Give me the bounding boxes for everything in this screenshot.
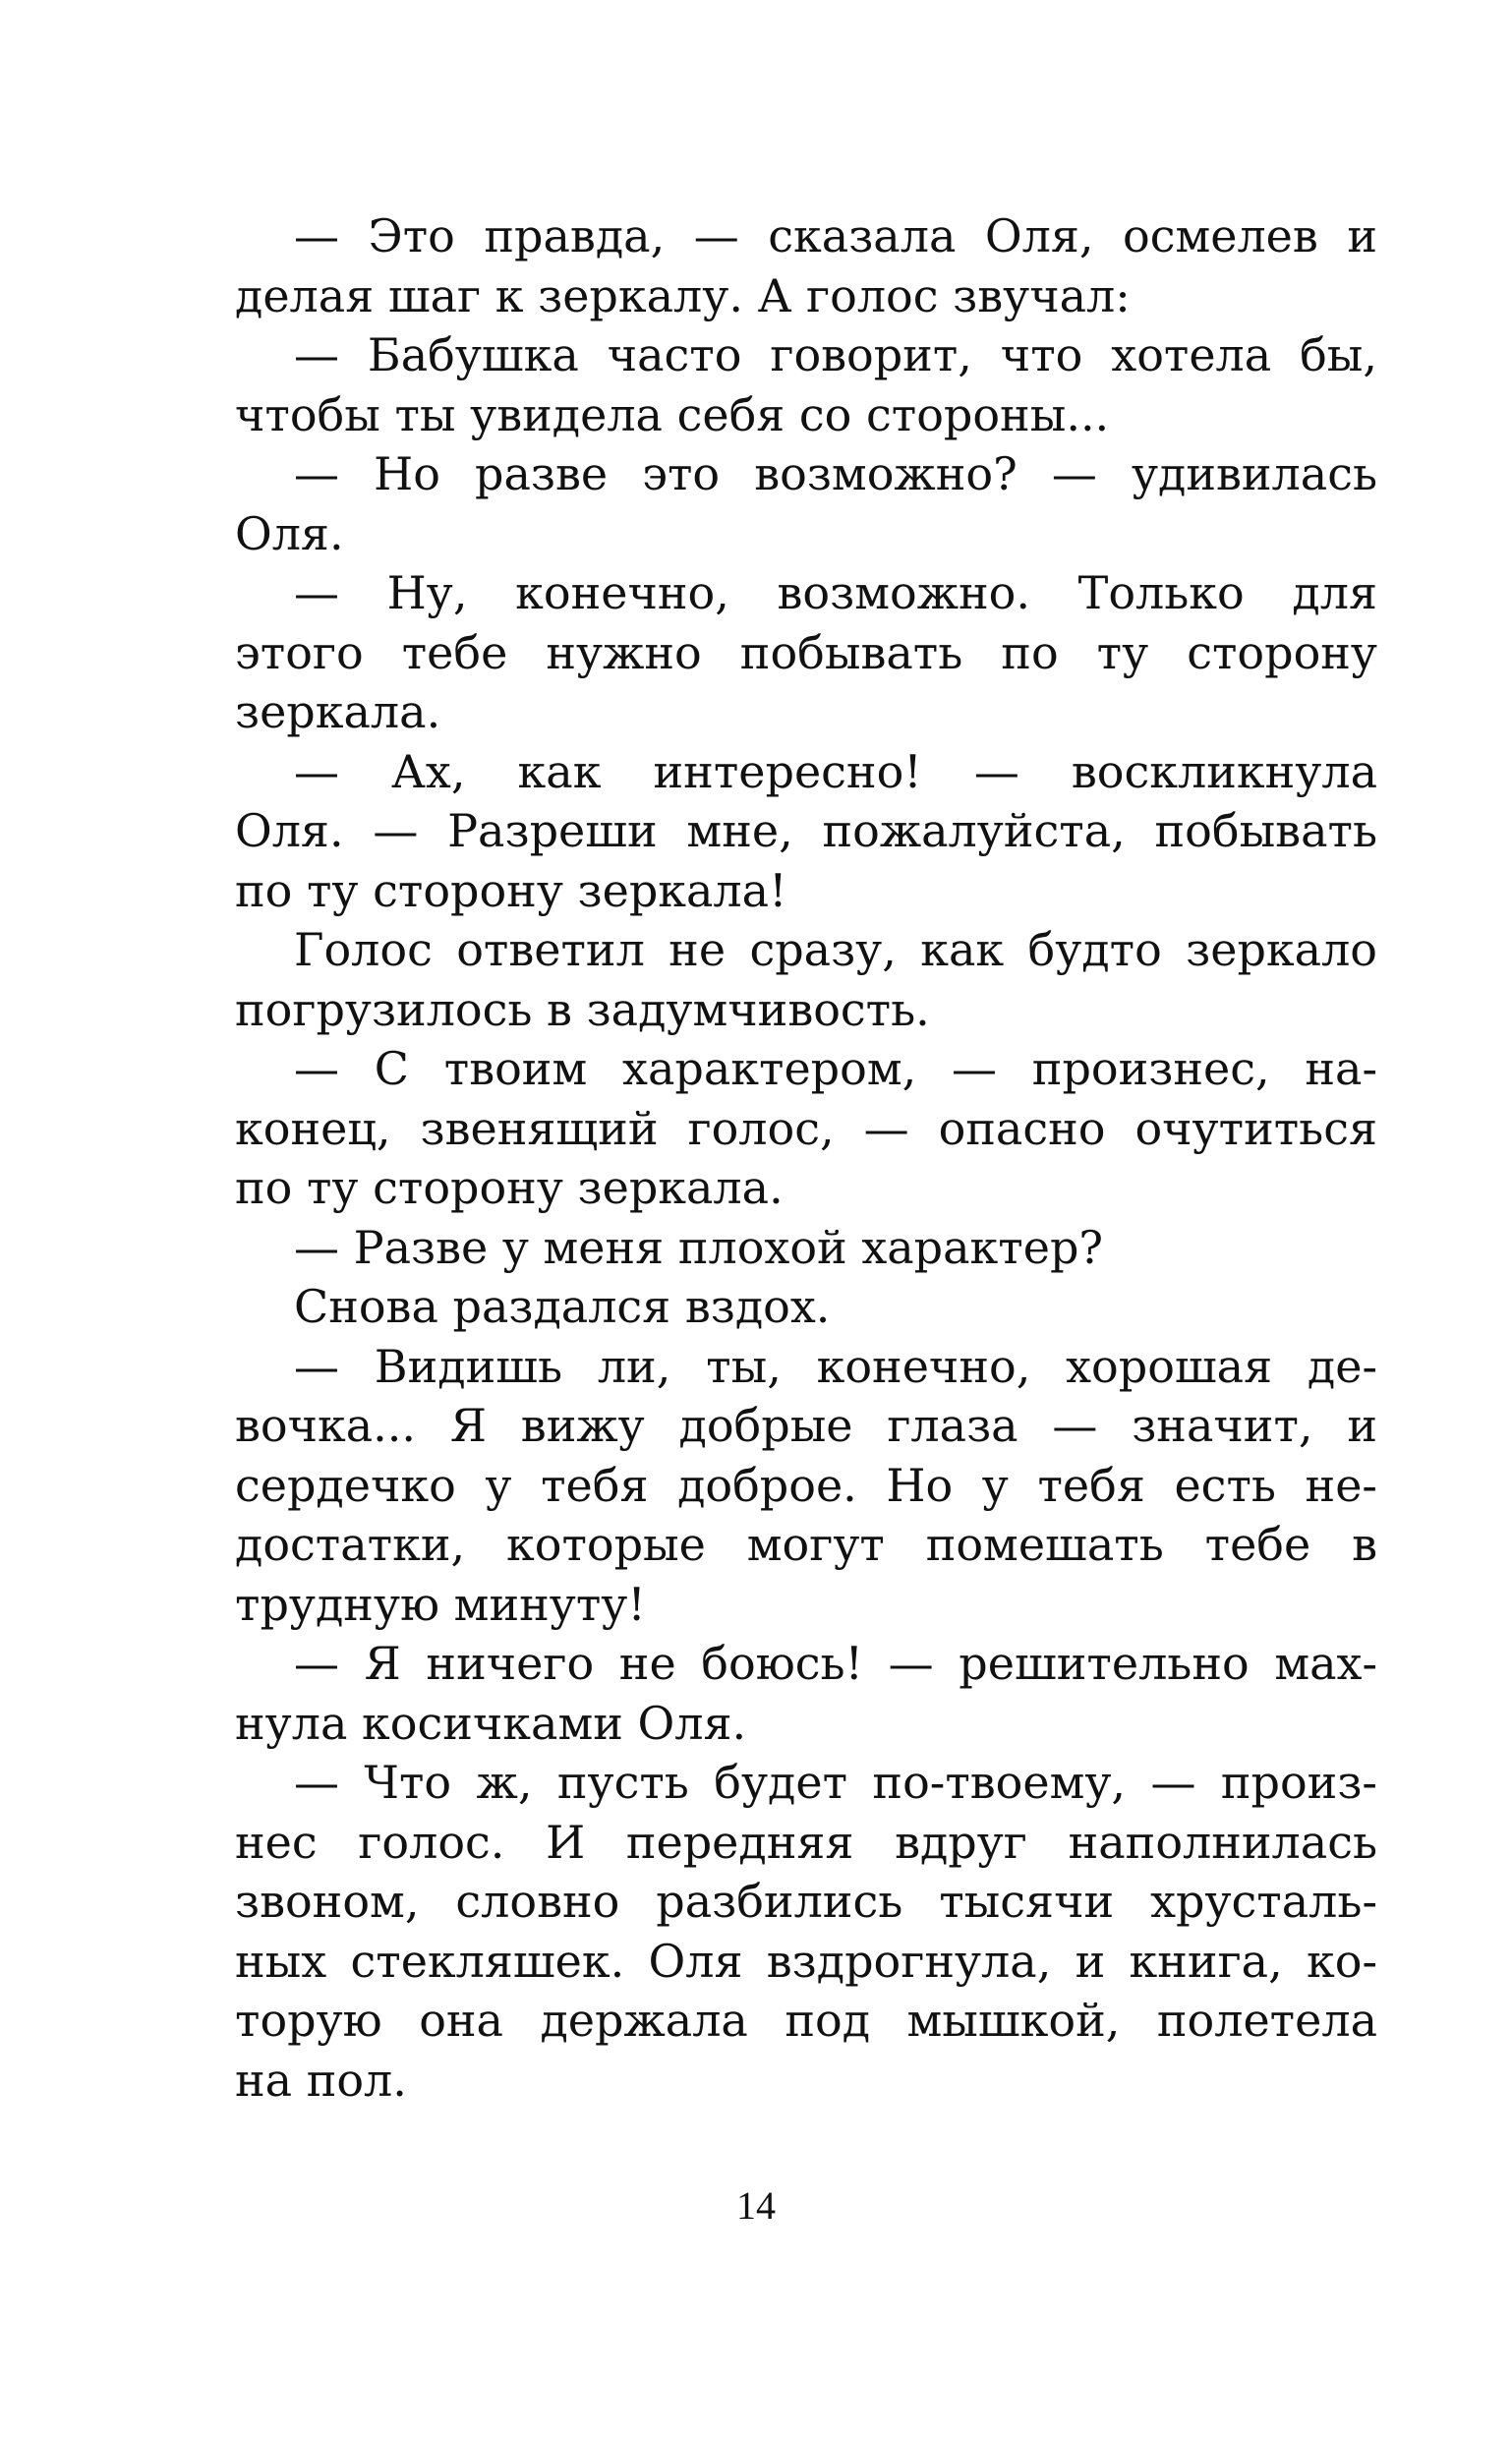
text-line: ных стекляшек. Оля вздрогнула, и книга, ко- [235,1934,1377,1988]
text-line: — Разве у меня плохой характер? [294,1220,1104,1274]
text-line: торую она держала под мышкой, полетела [235,1994,1377,2047]
text-line: — Но разве это возможно? — удивилась [294,447,1378,500]
text-line: трудную минуту! [235,1577,646,1631]
text-line: Голос ответил не сразу, как будто зеркало [294,923,1378,976]
text-line: — Что ж, пусть будет по-твоему, — произ- [294,1756,1377,1809]
text-line: делая шаг к зеркалу. А голос звучал: [235,268,1131,322]
text-line: на пол. [235,2053,407,2107]
text-line: сердечко у тебя доброе. Но у тебя есть не- [235,1458,1377,1512]
text-line: погрузилось в задумчивость. [235,982,930,1036]
text-line: — Это правда, — сказала Оля, осмелев и [294,209,1377,262]
text-line: зеркала. [235,685,441,738]
text-line: Оля. — Разреши мне, пожалуйста, побывать [235,804,1378,857]
text-line: — Видишь ли, ты, конечно, хорошая де- [294,1339,1377,1393]
text-line: этого тебе нужно побывать по ту сторону [235,625,1377,679]
text-line: нула косичками Оля. [235,1696,747,1750]
text-line: по ту сторону зеркала. [235,1161,784,1214]
text-line: — С твоим характером, — произнес, на- [294,1042,1378,1095]
text-line: — Ну, конечно, возможно. Только для [294,566,1377,619]
text-line: чтобы ты увидела себя со стороны... [235,387,1110,441]
text-line: — Бабушка часто говорит, что хотела бы, [294,328,1378,381]
text-line: — Ах, как интересно! — воскликнула [294,744,1378,798]
text-line: вочка... Я вижу добрые глаза — значит, и [235,1399,1377,1452]
text-line: нес голос. И передняя вдруг наполнилась [235,1815,1378,1869]
page-number: 14 [736,2183,776,2228]
text-line: Снова раздался вздох. [294,1280,831,1333]
text-line: по ту сторону зеркала! [235,863,787,917]
body-text [235,206,1377,2110]
text-line: Оля. [235,506,344,560]
text-line: достатки, которые могут помешать тебе в [235,1518,1377,1571]
text-line: звоном, словно разбились тысячи хрусталь- [235,1875,1377,1928]
text-line: конец, звенящий голос, — опасно очутиться [235,1101,1378,1155]
text-line: — Я ничего не боюсь! — решительно мах- [294,1637,1378,1690]
